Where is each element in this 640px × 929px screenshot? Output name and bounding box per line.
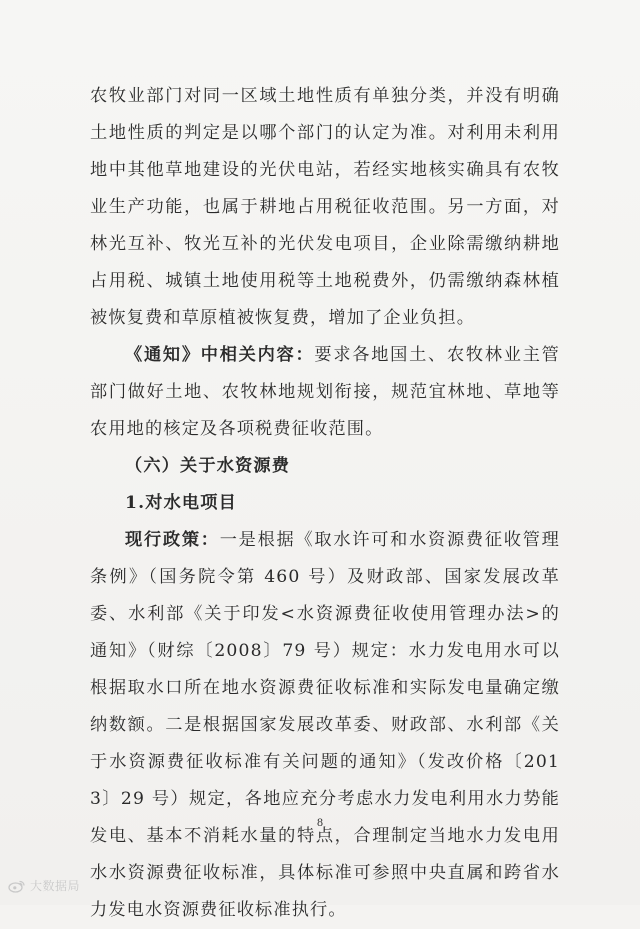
paragraph-text: 要求各地国土、农牧林业主管部门做好土地、农牧林地规划衔接，规范宜林地、草地等农用地的核定及各项税费征收范围。 [90, 345, 560, 439]
notice-lead-label: 《通知》中相关内容： [125, 345, 315, 365]
page-number: 8 [317, 815, 323, 829]
watermark-text: 大数据局 [30, 879, 81, 893]
policy-lead-label: 现行政策： [125, 530, 220, 550]
weibo-logo-icon [8, 879, 26, 893]
paragraph-current-policy [90, 522, 560, 929]
paragraph-land-classification [90, 78, 560, 337]
paragraph-notice-content [90, 337, 560, 448]
section-heading: （六）关于水资源费 [125, 456, 291, 476]
document-body [90, 78, 560, 929]
watermark [8, 877, 80, 894]
paragraph-text: 农牧业部门对同一区域土地性质有单独分类，并没有明确土地性质的判定是以哪个部门的认定为准。对利用未利用地中其他草地建设的光伏电站，若经实地核实确具有农牧业生产功能，也属于耕地占用税征收范围。另一方面，对林光互补、牧光互补的光伏发电项目，企业除需缴纳耕地占用税、城镇土地使用税等土地税费外，仍需缴纳森林植被恢复费和草原植被恢复费，增加了企业负担。 [90, 86, 560, 328]
sub-heading: 1.对水电项目 [125, 493, 237, 513]
paragraph-text: 一是根据《取水许可和水资源费征收管理条例》（国务院令第 460 号）及财政部、国家发展改革委、水利部《关于印发<水资源费征收使用管理办法>的通知》（财综〔2008〕79 号）规定：水力发电用水可以根据取水口所在地水资源费征收标准和实际发电量确定缴纳数额。二是根据国家发展改革委、财政部、水利部《关于水资源费征收标准有关问题的通知》（发改价格〔2013〕29 号）规定，各地应充分考虑水力发电利用水力势能发电、基本不消耗水量的特点，合理制定当地水力发电用水水资源费征收标准，具体标准可参照中央直属和跨省水力发电水资源费征收标准执行。 [90, 530, 560, 920]
